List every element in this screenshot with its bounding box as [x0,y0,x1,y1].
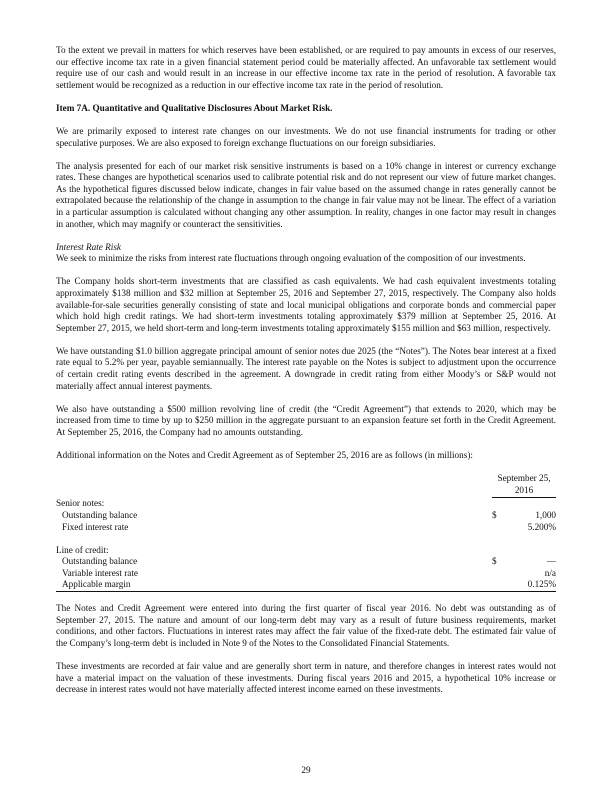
paragraph-minimize-risk: We seek to minimize the risks from interest rate fluctuations through ongoing evaluation of the composition of our investments. [56,253,526,264]
row-label: Outstanding balance [62,509,138,520]
paragraph-fair-value: These investments are recorded at fair value and are generally short term in nature, and therefore changes in interest rates would not have a material impact on the valuation of these investments. During fiscal years 2016 and 2015, a hypothetical 10% increase or decrease in interest rates would not have materially affected interest income earned on these investments. [56,660,556,695]
subheading-interest-rate-risk: Interest Rate Risk [56,241,121,252]
paragraph-credit-agreement: We also have outstanding a $500 million revolving line of credit (the “Credit Agreement”) that extends to 2020, which may be increased from time to time by up to $250 million in the aggregate pursuant to an expansion feature set forth in the Credit Agreement. At September 25, 2016, the Company had no amounts outstanding. [56,403,556,437]
row-label: Fixed interest rate [62,521,129,532]
document-page [56,45,556,707]
row-value: 1,000 [535,509,556,520]
currency-symbol: $ [492,556,497,567]
row-value: 0.125% [510,579,556,591]
row-value: 5.200% [527,521,556,532]
table-row [56,522,556,534]
row-value: — [546,556,556,567]
table-row [56,568,556,580]
section-heading-item-7a: Item 7A. Quantitative and Qualitative Disclosures About Market Risk. [56,102,333,113]
row-label: Variable interest rate [62,567,139,578]
row-value: n/a [544,567,556,578]
table-row [56,579,556,591]
table-row [56,498,556,510]
table-row [56,556,556,568]
paragraph-exposure: We are primarily exposed to interest rate changes on our investments. We do not use financial instruments for trading or other speculative purposes. We are also exposed to foreign exchange fluctuations on our foreign subsidiaries. [56,125,556,148]
row-label: Line of credit: [56,544,109,555]
table-row [56,510,556,522]
debt-table [56,473,556,592]
table-header-row [56,473,556,498]
row-label: Applicable margin [56,579,492,591]
paragraph-short-term-investments: The Company holds short-term investments that are classified as cash equivalents. We had cash equivalent investments totaling approximately $138 million and $32 million at September 25, 2016 and September 27, 2015, respectively. The Company also holds available-for-sale securities generally consisting of state and local municipal obligations and corporate bonds and commercial paper which hold high credit ratings. We had short-term investments totaling approximately $379 million at September 25, 2016. At September 27, 2015, we held short-term and long-term investments totaling approximately $155 million and $63 million, respectively. [56,276,556,333]
row-label: Outstanding balance [62,556,138,567]
paragraph-notes-entered: The Notes and Credit Agreement were entered into during the first quarter of fiscal year 2016. No debt was outstanding as of September 27, 2015. The nature and amount of our long-term debt may vary as a result of future business requirements, market conditions, and other factors. Fluctuations in interest rates may affect the fair value of the fixed-rate debt. The estimated fair value of the Company’s long-term debt is included in Note 9 of the Notes to the Consolidated Financial Statements. [56,603,556,648]
paragraph-tax-reserves: To the extent we prevail in matters for which reserves have been established, or are required to pay amounts in excess of our reserves, our effective income tax rate in a given financial statement period could be materially affected. An unfavorable tax settlement would require use of our cash and would result in an increase in our effective income tax rate in the period of resolution. A favorable tax settlement would be recognized as a reduction in our effective income tax rate in the period of resolution. [56,45,556,90]
table-column-header: September 25, 2016 [492,473,556,498]
paragraph-additional-info: Additional information on the Notes and Credit Agreement as of September 25, 2016 are as follows (in millions): [56,450,473,461]
row-label: Senior notes: [56,497,105,508]
table-row [56,545,556,557]
paragraph-analysis: The analysis presented for each of our market risk sensitive instruments is based on a 10% change in interest or currency exchange rates. These changes are hypothetical scenarios used to calibrate potential risk and do not represent our view of future market changes. As the hypothetical figures discussed below indicate, changes in fair value based on the assumed change in rates generally cannot be extrapolated because the relationship of the change in assumption to the change in fair value may not be linear. The effect of a variation in a particular assumption is calculated without changing any other assumption. In reality, changes in one factor may result in changes in another, which may magnify or counteract the sensitivities. [56,160,556,229]
paragraph-senior-notes: We have outstanding $1.0 billion aggregate principal amount of senior notes due 2025 (the “Notes”). The Notes bear interest at a fixed rate equal to 5.2% per year, payable semiannually. The interest rate payable on the Notes is subject to adjustment upon the occurrence of certain credit rating events described in the agreement. A downgrade in credit rating from either Moody’s or S&P would not materially affect annual interest payments. [56,345,556,391]
page-number: 29 [301,765,311,775]
currency-symbol: $ [492,509,497,520]
